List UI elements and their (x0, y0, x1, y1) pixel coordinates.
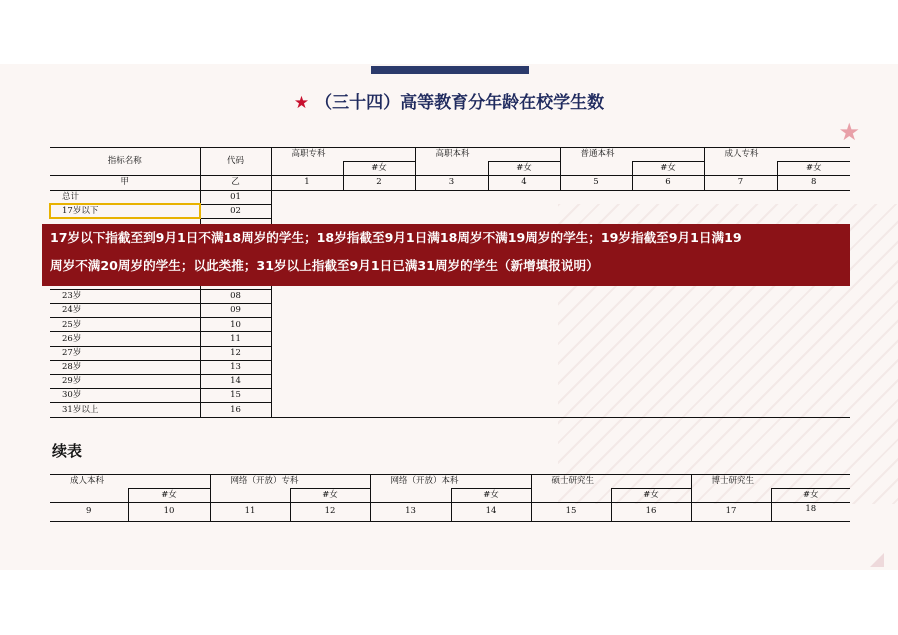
index-cell: 18 (805, 503, 817, 514)
row-name: 总计 (50, 190, 200, 204)
header-group: 网络（开放）本科 (370, 475, 531, 489)
index-cell: 4 (488, 175, 560, 190)
row-code: 15 (200, 389, 271, 403)
index-cell: 乙 (200, 175, 271, 190)
row-name-highlighted[interactable]: 17岁以下 (50, 204, 200, 218)
index-cell: 13 (370, 502, 451, 521)
index-cell: 2 (343, 175, 415, 190)
index-cell: 6 (632, 175, 704, 190)
row-name: 25岁 (50, 318, 200, 332)
row-name: 31岁以上 (50, 403, 200, 417)
header-female: #女 (777, 162, 850, 176)
index-cell: 甲 (50, 175, 200, 190)
header-group: 网络（开放）专科 (210, 475, 370, 489)
row-name: 26岁 (50, 332, 200, 346)
index-cell: 5 (560, 175, 632, 190)
decorative-star-icon: ★ (838, 118, 860, 146)
header-female: #女 (451, 489, 531, 503)
decorative-corner-icon (870, 553, 884, 567)
index-cell: 16 (611, 502, 691, 521)
header-group: 高职本科 (415, 148, 560, 162)
row-name: 28岁 (50, 360, 200, 374)
row-code: 14 (200, 374, 271, 388)
continued-table (50, 474, 850, 522)
header-female: #女 (611, 489, 691, 503)
index-cell: 17 (691, 502, 771, 521)
header-group: 硕士研究生 (531, 475, 691, 489)
header-female: #女 (290, 489, 370, 503)
index-cell: 10 (128, 502, 210, 521)
index-cell: 1 (271, 175, 343, 190)
index-cell: 12 (290, 502, 370, 521)
star-icon: ★ (293, 93, 310, 113)
row-code: 10 (200, 318, 271, 332)
header-group: 成人本科 (70, 476, 105, 487)
banner-line: 周岁不满20周岁的学生；以此类推；31岁以上指截至9月1日已满31周岁的学生（新增填报说明） (50, 258, 599, 273)
header-name: 指标名称 (50, 148, 200, 176)
row-name: 24岁 (50, 304, 200, 318)
index-cell: 11 (210, 502, 290, 521)
index-cell: 3 (415, 175, 488, 190)
banner-line: 17岁以下指截至到9月1日不满18周岁的学生；18岁指截至9月1日满18周岁不满19周岁的学生；19岁指截至9月1日满19 (50, 230, 742, 245)
header-group: 成人专科 (704, 148, 850, 162)
header-group: 博士研究生 (691, 475, 850, 489)
continued-table-label: 续表 (52, 442, 83, 460)
row-name: 29岁 (50, 374, 200, 388)
row-name: 30岁 (50, 389, 200, 403)
header-group: 高职专科 (271, 148, 415, 162)
row-code: 13 (200, 360, 271, 374)
explanation-banner (42, 224, 850, 286)
row-code: 08 (200, 289, 271, 303)
index-cell: 7 (704, 175, 777, 190)
header-female: #女 (488, 162, 560, 176)
index-cell: 9 (50, 502, 128, 521)
index-cell: 14 (451, 502, 531, 521)
header-group: 普通本科 (560, 148, 704, 162)
header-code: 代码 (200, 148, 271, 176)
header-female: #女 (632, 162, 704, 176)
row-code: 11 (200, 332, 271, 346)
title-accent-bar (371, 66, 529, 74)
row-code: 09 (200, 304, 271, 318)
row-name: 23岁 (50, 289, 200, 303)
row-code: 02 (200, 204, 271, 218)
page-title (0, 88, 898, 113)
row-code: 16 (200, 403, 271, 417)
index-cell: 8 (811, 177, 817, 188)
page-title-text: （三十四）高等教育分年龄在校学生数 (315, 93, 605, 113)
header-female: #女 (128, 489, 210, 503)
index-cell: 15 (531, 502, 611, 521)
row-code: 01 (200, 190, 271, 204)
row-name: 27岁 (50, 346, 200, 360)
row-code: 12 (200, 346, 271, 360)
header-female: #女 (343, 162, 415, 176)
header-female: #女 (771, 489, 850, 503)
